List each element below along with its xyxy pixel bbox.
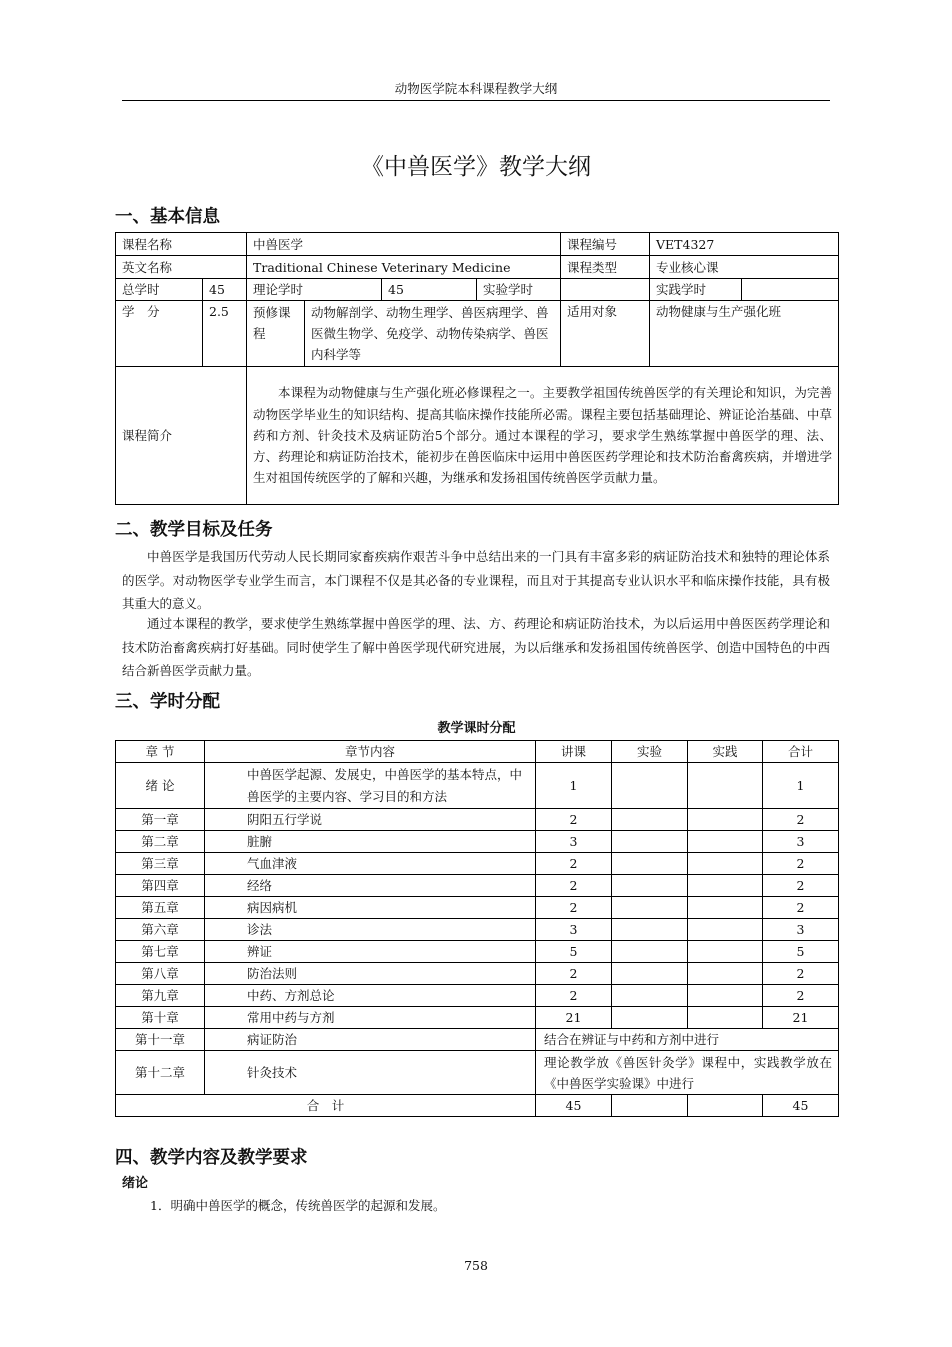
row-lecture: 1 [536,763,612,809]
row-total: 2 [763,985,839,1007]
section-heading-basic-info: 一、基本信息 [115,207,220,227]
row-note: 理论教学放《兽医针灸学》课程中，实践教学放在《中兽医学实验课》中进行 [536,1051,839,1095]
row-chapter: 第八章 [116,963,205,985]
lab-hours-label: 实验学时 [477,279,561,301]
row-practice [688,853,763,875]
row-chapter: 第十一章 [116,1029,205,1051]
row-lecture: 2 [536,809,612,831]
theory-hours-label: 理论学时 [247,279,382,301]
practice-hours-label: 实践学时 [650,279,742,301]
col-header-total: 合计 [763,741,839,763]
row-total: 2 [763,875,839,897]
col-header-practice: 实践 [688,741,763,763]
total-lab [612,1095,688,1117]
total-hours-label: 总学时 [116,279,203,301]
row-lab [612,1007,688,1029]
row-practice [688,875,763,897]
total-hours-value: 45 [203,279,247,301]
row-total: 2 [763,897,839,919]
row-total: 3 [763,919,839,941]
course-code-value: VET4327 [650,233,839,256]
row-chapter: 第十二章 [116,1051,205,1095]
row-chapter: 第十章 [116,1007,205,1029]
table-row [116,809,839,831]
row-practice [688,897,763,919]
row-lecture: 2 [536,985,612,1007]
row-content: 诊法 [205,919,536,941]
table-row [116,941,839,963]
hours-table [115,740,839,1117]
credits-label: 学 分 [116,301,203,367]
row-content: 气血津液 [205,853,536,875]
row-lab [612,831,688,853]
basic-info-table [115,232,839,505]
row-lecture: 2 [536,853,612,875]
row-total: 2 [763,809,839,831]
section-heading-content: 四、教学内容及教学要求 [115,1148,308,1168]
header-rule [122,100,830,101]
row-content: 中药、方剂总论 [205,985,536,1007]
row-chapter: 第一章 [116,809,205,831]
total-row [116,1095,839,1117]
row-practice [688,919,763,941]
row-lab [612,763,688,809]
row-lecture: 2 [536,897,612,919]
course-code-label: 课程编号 [561,233,650,256]
section-heading-objectives: 二、教学目标及任务 [115,520,273,540]
course-name-value: 中兽医学 [247,233,561,256]
intro-text: 本课程为动物健康与生产强化班必修课程之一。主要教学祖国传统兽医学的有关理论和知识，为完善动物医学毕业生的知识结构、提高其临床操作技能所必需。课程主要包括基础理论、辨证论治基础、中草药和方剂、针灸技术及病证防治5个部分。通过本课程的学习，要求学生熟练掌握中兽医学的理、法、方、药理论和病证防治技术，能初步在兽医临床中运用中兽医医药学理论和技术防治畜禽疾病，并增进学生对祖国传统医学的了解和兴趣，为继承和发扬祖国传统兽医学贡献力量。 [247,367,839,505]
row-practice [688,963,763,985]
table-row [116,875,839,897]
row-total: 1 [763,763,839,809]
table-row [116,763,839,809]
table-row [116,853,839,875]
row-content: 脏腑 [205,831,536,853]
table-row [116,897,839,919]
english-name-label: 英文名称 [116,256,247,279]
subheading-intro: 绪论 [122,1176,149,1191]
row-chapter: 第七章 [116,941,205,963]
audience-label: 适用对象 [561,301,650,367]
row-practice [688,763,763,809]
row-practice [688,831,763,853]
practice-hours-value [742,279,839,301]
row-lecture: 21 [536,1007,612,1029]
table-row [116,985,839,1007]
course-type-label: 课程类型 [561,256,650,279]
row-lab [612,853,688,875]
course-type-value: 专业核心课 [650,256,839,279]
row-content: 辨证 [205,941,536,963]
total-label: 合 计 [116,1095,536,1117]
table-row [116,1007,839,1029]
row-chapter: 第五章 [116,897,205,919]
row-chapter: 第三章 [116,853,205,875]
row-lecture: 5 [536,941,612,963]
section-heading-hours: 三、学时分配 [115,692,220,712]
page-number: 758 [464,1258,488,1273]
row-total: 2 [763,853,839,875]
document-title: 《中兽医学》教学大纲 [361,154,591,180]
prereq-value: 动物解剖学、动物生理学、兽医病理学、兽医微生物学、免疫学、动物传染病学、兽医内科学等 [305,301,561,367]
row-total: 3 [763,831,839,853]
row-lecture: 2 [536,875,612,897]
table-row [116,1029,839,1051]
row-lecture: 3 [536,919,612,941]
objectives-paragraph-2: 通过本课程的教学，要求使学生熟练掌握中兽医学的理、法、方、药理论和病证防治技术，为以后运用中兽医医药学理论和技术防治畜禽疾病打好基础。同时使学生了解中兽医学现代研究进展，为以后继承和发扬祖国传统兽医学、创造中国特色的中西结合新兽医学贡献力量。 [122,616,830,678]
row-content: 针灸技术 [205,1051,536,1095]
running-header: 动物医学院本科课程教学大纲 [394,81,558,96]
row-chapter: 第九章 [116,985,205,1007]
row-lab [612,963,688,985]
audience-value: 动物健康与生产强化班 [650,301,839,367]
row-chapter: 第二章 [116,831,205,853]
col-header-lecture: 讲课 [536,741,612,763]
course-name-label: 课程名称 [116,233,247,256]
english-name-value: Traditional Chinese Veterinary Medicine [247,256,561,279]
row-lab [612,809,688,831]
row-practice [688,985,763,1007]
row-lab [612,941,688,963]
row-lab [612,919,688,941]
col-header-chapter: 章 节 [116,741,205,763]
row-content: 阴阳五行学说 [205,809,536,831]
row-lecture: 2 [536,963,612,985]
row-chapter: 第六章 [116,919,205,941]
total-lecture: 45 [536,1095,612,1117]
row-content: 防治法则 [205,963,536,985]
col-header-lab: 实验 [612,741,688,763]
row-content: 病因病机 [205,897,536,919]
table-row [116,919,839,941]
row-total: 2 [763,963,839,985]
table-row [116,963,839,985]
intro-label: 课程简介 [116,367,247,505]
prereq-label: 预修课程 [247,301,305,367]
row-total: 21 [763,1007,839,1029]
row-practice [688,941,763,963]
row-practice [688,1007,763,1029]
total-practice [688,1095,763,1117]
table-row [116,831,839,853]
content-item-1: 1．明确中兽医学的概念，传统兽医学的起源和发展。 [150,1198,446,1213]
hours-table-caption: 教学课时分配 [437,721,516,736]
col-header-content: 章节内容 [205,741,536,763]
row-content: 经络 [205,875,536,897]
row-lab [612,985,688,1007]
table-row [116,1051,839,1095]
row-chapter: 绪 论 [116,763,205,809]
row-content: 中兽医学起源、发展史，中兽医学的基本特点，中兽医学的主要内容、学习目的和方法 [205,763,536,809]
row-note: 结合在辨证与中药和方剂中进行 [536,1029,839,1051]
lab-hours-value [561,279,650,301]
row-content: 常用中药与方剂 [205,1007,536,1029]
row-lab [612,875,688,897]
objectives-paragraph-1: 中兽医学是我国历代劳动人民长期同家畜疾病作艰苦斗争中总结出来的一门具有丰富多彩的病证防治技术和独特的理论体系的医学。对动物医学专业学生而言，本门课程不仅是其必备的专业课程，而且对于其提高专业认识水平和临床操作技能，具有极其重大的意义。 [122,549,830,611]
row-content: 病证防治 [205,1029,536,1051]
row-lecture: 3 [536,831,612,853]
total-total: 45 [763,1095,839,1117]
row-total: 5 [763,941,839,963]
row-chapter: 第四章 [116,875,205,897]
row-lab [612,897,688,919]
credits-value: 2.5 [203,301,247,367]
row-practice [688,809,763,831]
theory-hours-value: 45 [382,279,477,301]
